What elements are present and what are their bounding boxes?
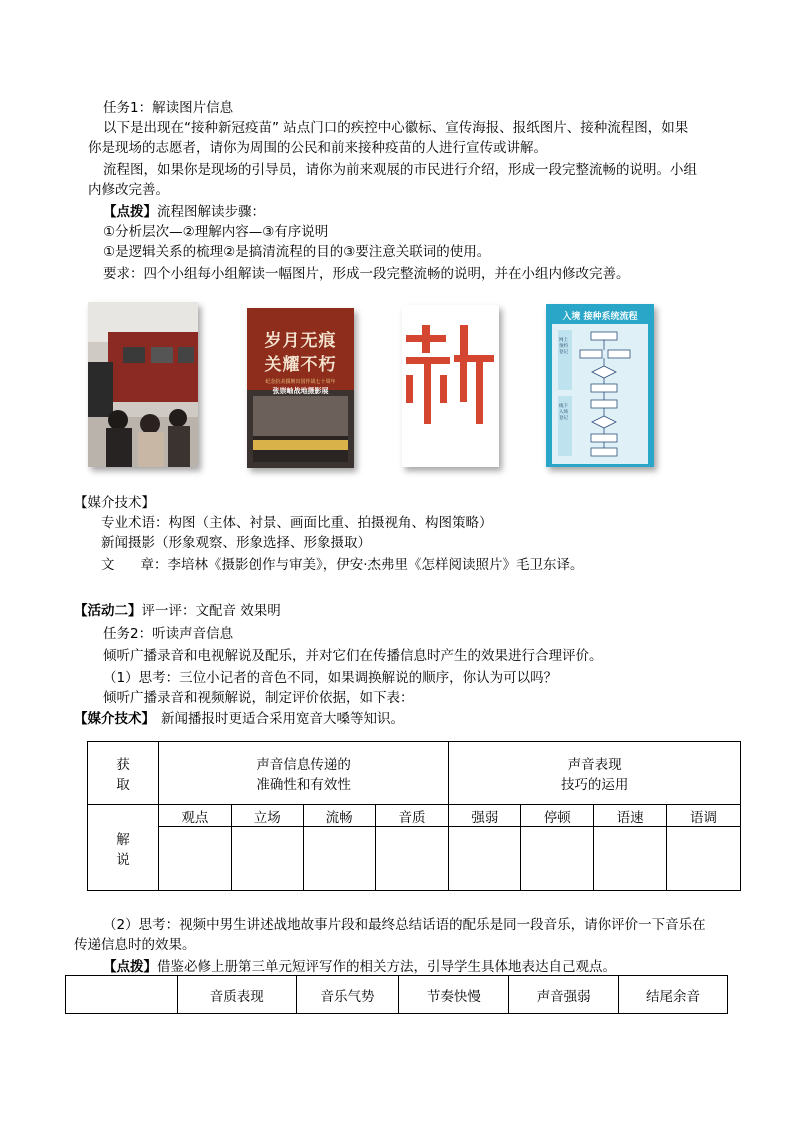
flowchart-icon — [546, 304, 654, 467]
media1-news: 新闻摄影（形象观察、形象选择、形象摄取） — [101, 535, 371, 551]
table-col-header: 音质 — [375, 805, 449, 827]
media2 — [74, 709, 404, 729]
task1-p2-line1: 流程图，如果你是现场的引导员，请你为前来观展的市民进行介绍，形成一段完整流畅的说明。小组 — [103, 162, 697, 178]
task2-desc: 倾听广播录音和电视解说及配乐，并对它们在传播信息时产生的效果进行合理评价。 — [103, 648, 603, 664]
task1-requirement: 要求：四个小组每小组解读一幅图片，形成一段完整流畅的说明，并在小组内修改完善。 — [103, 266, 630, 282]
corner-line-2: 取 — [116, 777, 130, 793]
task1-notes: ①是逻辑关系的梳理②是搞清流程的目的③要注意关联词的使用。 — [103, 244, 491, 260]
poster-title-1: 岁月无痕 — [264, 331, 337, 351]
media2-text: 新闻播报时更适合采用宽音大嗓等知识。 — [161, 711, 404, 727]
table-cell — [449, 827, 521, 891]
poster-sub-1: 纪念抗美援朝出国作战七十周年 — [265, 379, 336, 385]
table2-col-header: 音乐气势 — [296, 976, 399, 1014]
row-label-line-1: 解 — [116, 831, 130, 848]
table-cell — [521, 827, 594, 891]
poster-sub-2: 张崇岫战地摄影展 — [272, 387, 329, 395]
table-col-header: 停顿 — [521, 805, 594, 827]
table-cell — [667, 827, 741, 891]
group2-line-2: 技巧的运用 — [560, 777, 629, 793]
table-col-header: 立场 — [231, 805, 303, 827]
media1-article — [101, 555, 584, 575]
table-cell — [594, 827, 667, 891]
tip-text: 流程图解读步骤： — [157, 204, 265, 220]
table2-col-header: 音质表现 — [177, 976, 296, 1014]
q2-line2: 传递信息时的效果。 — [74, 937, 196, 953]
table-corner — [88, 742, 159, 805]
table-cell — [158, 827, 231, 891]
exhibition-photo — [88, 302, 198, 467]
task1-steps: ①分析层次—②理解内容—③有序说明 — [103, 224, 329, 240]
task1-p2-line2: 内修改完善。 — [88, 182, 169, 198]
table2-corner — [66, 976, 178, 1014]
activity2-text: 评一评：文配音 效果明 — [141, 603, 281, 619]
article-label-2: 章： — [140, 557, 168, 573]
table2-col-header: 结尾余音 — [619, 976, 728, 1014]
activity2-label: 【活动二】 — [74, 603, 142, 619]
group1-line-2: 准确性和有效性 — [256, 777, 351, 793]
music-evaluation-table — [65, 975, 728, 1014]
corner-line-1: 获 — [116, 757, 130, 773]
tip-label: 【点拨】 — [103, 204, 157, 220]
task1-p1-line2: 你是现场的志愿者，请你为周围的公民和前来接种疫苗的人进行宣传或讲解。 — [88, 140, 547, 156]
media1-label: 【媒介技术】 — [74, 495, 155, 511]
table-col-header: 语速 — [594, 805, 667, 827]
poster-title-2: 关耀不朽 — [264, 355, 337, 375]
table-cell — [231, 827, 303, 891]
table-col-header: 流畅 — [303, 805, 375, 827]
task1-tip — [103, 202, 265, 222]
media1-term: 专业术语：构图（主体、衬景、画面比重、拍摄视角、构图策略） — [101, 515, 493, 531]
flowchart-image — [546, 304, 654, 467]
q2-tip-label: 【点拨】 — [103, 959, 157, 975]
table-group-accuracy — [158, 742, 449, 805]
task1-title: 任务1：解读图片信息 — [103, 100, 234, 116]
evaluation-table — [87, 741, 741, 891]
article-text: 李培林《摄影创作与审美》，伊安·杰弗里《怎样阅读照片》毛卫东译。 — [167, 557, 584, 573]
table-cell — [303, 827, 375, 891]
task2-title: 任务2：听读声音信息 — [103, 626, 234, 642]
table-col-header: 语调 — [667, 805, 741, 827]
task2-q1b: 倾听广播录音和视频解说，制定评价依据，如下表： — [103, 690, 414, 706]
emblem-icon — [402, 305, 499, 467]
article-label: 文 — [101, 557, 115, 573]
table-cell — [375, 827, 449, 891]
table-row-label — [88, 805, 159, 891]
table-group-skills — [449, 742, 741, 805]
group2-line-1: 声音表现 — [567, 757, 622, 773]
q2-tip-text: 借鉴必修上册第三单元短评写作的相关方法，引导学生具体地表达自己观点。 — [157, 959, 616, 975]
table2-col-header: 节奏快慢 — [399, 976, 509, 1014]
q2-line1: （2）思考：视频中男生讲述战地故事片段和最终总结话语的配乐是同一段音乐，请你评价一下音乐在 — [103, 917, 706, 933]
group1-line-1: 声音信息传递的 — [256, 757, 351, 773]
table-col-header: 强弱 — [449, 805, 521, 827]
flowchart-left-2: 线下入场登记 — [559, 404, 568, 421]
task2-q1: （1）思考：三位小记者的音色不同，如果调换解说的顺序，你认为可以吗？ — [103, 670, 558, 686]
media2-label: 【媒介技术】 — [74, 711, 155, 727]
emblem-image — [402, 305, 499, 467]
exhibition-poster — [247, 308, 354, 468]
row-label-line-2: 说 — [116, 851, 130, 868]
flowchart-left-1: 网上预约登记 — [559, 338, 568, 355]
table2-col-header: 声音强弱 — [509, 976, 619, 1014]
flowchart-title: 入境 接种系统流程 — [562, 312, 638, 322]
table-col-header: 观点 — [158, 805, 231, 827]
task1-p1-line1: 以下是出现在“接种新冠疫苗” 站点门口的疾控中心徽标、宣传海报、报纸图片、接种流程图，如果 — [103, 120, 689, 136]
activity2-heading — [74, 601, 281, 621]
q2-tip — [103, 957, 616, 977]
